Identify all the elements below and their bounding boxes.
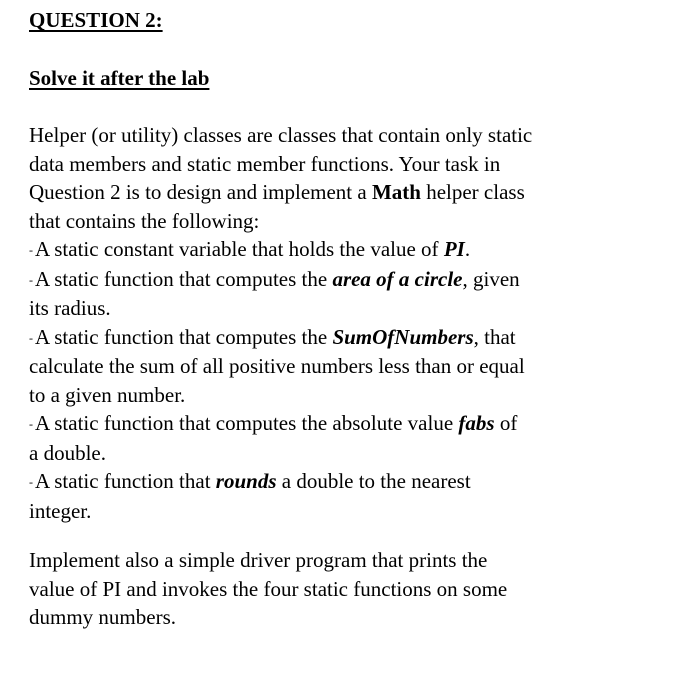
intro-line: Helper (or utility) classes are classes that contain only static: [29, 123, 533, 147]
list-item-sum-cont: calculate the sum of all positive numbers less than or equal: [29, 354, 525, 378]
question-title: QUESTION 2:: [29, 8, 163, 32]
math-class-name: Math: [371, 180, 421, 204]
intro-text: helper class: [420, 180, 525, 204]
closing-line: dummy numbers.: [29, 605, 176, 629]
intro-line: data members and static member functions. Your task in: [29, 151, 501, 176]
item-emphasis: area of a circle: [332, 266, 463, 291]
list-item-area-cont: its radius.: [29, 296, 111, 320]
list-item-fabs: [29, 409, 669, 439]
list-item-sum-cont: to a given number.: [29, 382, 186, 407]
subtitle: Solve it after the lab: [29, 66, 210, 90]
item-text: .: [464, 237, 471, 261]
item-emphasis: PI: [443, 237, 465, 261]
requirements-paragraph: [29, 121, 669, 525]
item-emphasis: SumOfNumbers: [332, 324, 474, 349]
item-text: A static function that computes the: [35, 324, 333, 349]
bullet-dash: -: [29, 417, 33, 431]
list-item-area: [29, 265, 669, 295]
bullet-dash: -: [29, 243, 33, 257]
intro-text: Question 2 is to design and implement a: [29, 180, 372, 204]
list-item-sum: [29, 323, 669, 353]
item-text: A static function that computes the absolute value: [35, 411, 459, 435]
item-text: A static function that computes the: [35, 266, 333, 291]
bullet-dash: -: [29, 475, 33, 489]
item-text: of: [494, 411, 518, 435]
intro-line: [29, 178, 669, 207]
bullet-dash: -: [29, 272, 33, 287]
item-text: a double to the nearest: [276, 469, 471, 493]
bullet-dash: -: [29, 330, 33, 345]
item-text: , given: [462, 266, 520, 291]
list-item-fabs-cont: a double.: [29, 440, 106, 465]
intro-line: that contains the following:: [29, 208, 260, 233]
list-item-pi: [29, 235, 669, 265]
list-item-rounds-cont: integer.: [29, 498, 92, 523]
item-text: A static function that: [35, 469, 216, 493]
item-emphasis: fabs: [458, 411, 495, 435]
closing-line: value of PI and invokes the four static functions on some: [29, 576, 508, 601]
closing-line: Implement also a simple driver program that prints the: [29, 548, 488, 572]
item-text: A static constant variable that holds the value of: [35, 237, 444, 261]
list-item-rounds: [29, 467, 669, 497]
item-text: , that: [473, 324, 516, 349]
driver-paragraph: [29, 546, 669, 632]
item-emphasis: rounds: [215, 469, 277, 493]
